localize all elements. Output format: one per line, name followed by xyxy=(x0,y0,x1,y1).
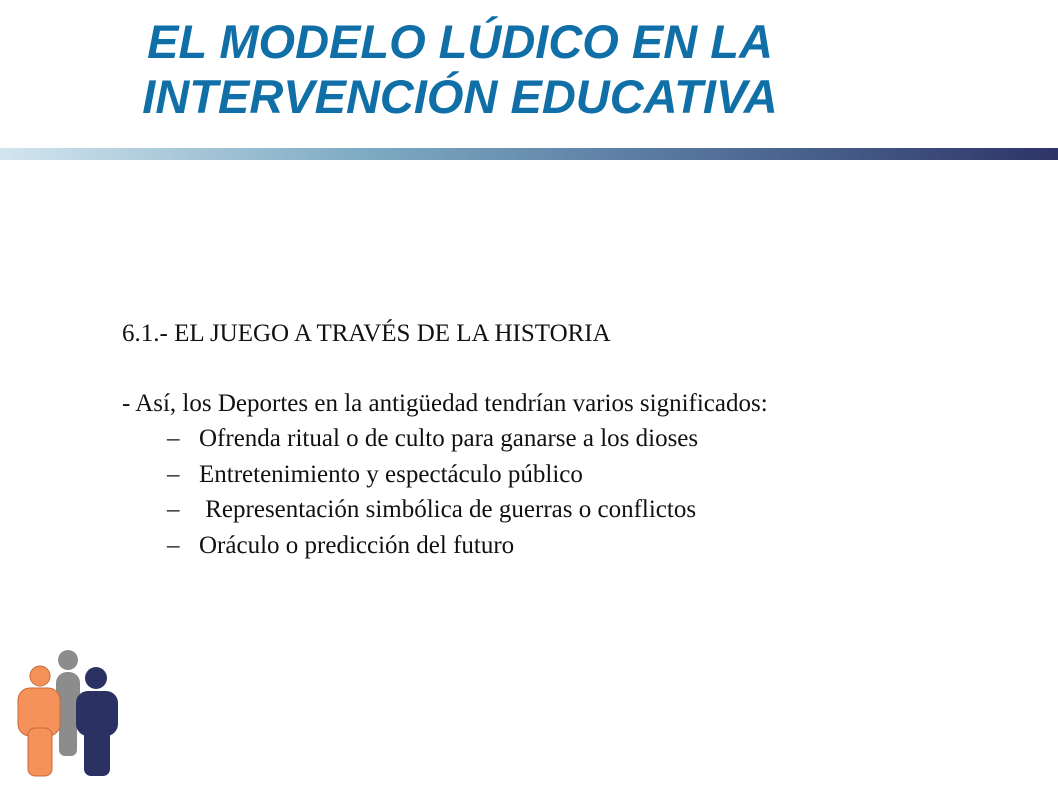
people-group-icon xyxy=(16,648,120,778)
bullet-dash: – xyxy=(167,496,180,523)
slide-title-line-1: EL MODELO LÚDICO EN LA xyxy=(147,15,773,68)
slide-title-line-2: INTERVENCIÓN EDUCATIVA xyxy=(142,70,778,123)
bullet-dash: – xyxy=(167,460,180,488)
bullet-text: Ofrenda ritual o de culto para ganarse a los dioses xyxy=(199,425,699,452)
title-divider xyxy=(0,148,1058,160)
intro-text: - Así, los Deportes en la antigüedad tendrían varios significados: xyxy=(122,390,768,417)
list-item xyxy=(167,421,1022,457)
bullet-dash: – xyxy=(167,531,180,559)
bullet-text: Representación simbólica de guerras o conflictos xyxy=(199,496,697,523)
list-item xyxy=(167,528,1022,564)
section-heading: 6.1.- EL JUEGO A TRAVÉS DE LA HISTORIA xyxy=(122,320,611,347)
slide-title xyxy=(0,14,920,124)
bullet-text: Oráculo o predicción del futuro xyxy=(199,531,515,559)
bullet-list xyxy=(122,421,1022,563)
bullet-text: Entretenimiento y espectáculo público xyxy=(199,460,583,488)
list-item xyxy=(167,457,1022,493)
slide-body xyxy=(122,316,1022,563)
list-item xyxy=(167,492,1022,528)
bullet-dash: – xyxy=(167,425,180,452)
